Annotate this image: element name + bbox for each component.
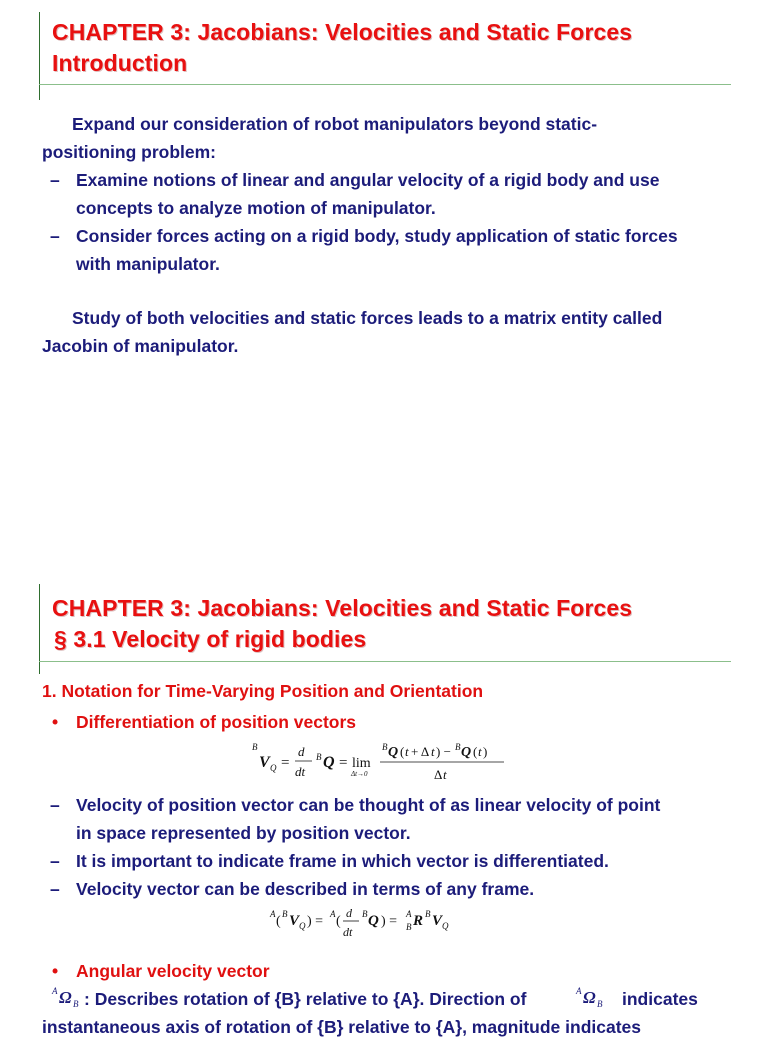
svg-text:d: d	[298, 744, 305, 759]
omega-description-line2: instantaneous axis of rotation of {B} relative to {A}, magnitude indicates	[42, 1017, 641, 1037]
svg-text:Q: Q	[388, 745, 399, 760]
omega-symbol	[574, 984, 610, 1012]
svg-text:t: t	[443, 767, 447, 782]
svg-text:Q: Q	[323, 754, 335, 771]
bullet-velocity-line1: Examine notions of linear and angular velocity of a rigid body and use	[76, 170, 660, 190]
svg-text:R: R	[413, 913, 424, 929]
svg-text:dt: dt	[343, 925, 353, 939]
svg-text:B: B	[597, 999, 603, 1009]
svg-text:(: (	[473, 744, 478, 759]
svg-text:lim: lim	[352, 756, 371, 771]
bullet-forces-line1: Consider forces acting on a rigid body, study application of static forces	[76, 226, 678, 246]
velocity-item-line2: in space represented by position vector.	[76, 823, 411, 843]
bullet-differentiation: Differentiation of position vectors	[76, 712, 357, 732]
svg-text:A: A	[406, 909, 412, 919]
svg-text:A: A	[270, 909, 276, 919]
svg-text:Δt→0: Δt→0	[351, 770, 368, 778]
svg-text:A: A	[576, 986, 582, 996]
bullet-forces-line2: with manipulator.	[76, 254, 220, 274]
slide-title-line2: § 3.1 Velocity of rigid bodies	[54, 626, 367, 652]
frame-transform-equation	[264, 905, 484, 953]
omega-symbol	[50, 984, 86, 1012]
bullet-dot: •	[52, 961, 59, 981]
svg-text:(: (	[336, 914, 341, 929]
svg-text:Q: Q	[442, 921, 449, 931]
svg-text:B: B	[455, 742, 461, 752]
bullet-angular-velocity: Angular velocity vector	[76, 961, 270, 981]
svg-text:) =: ) =	[381, 914, 398, 929]
svg-text:t: t	[405, 744, 409, 759]
svg-text:B: B	[382, 742, 388, 752]
svg-text:+ Δ: + Δ	[411, 744, 430, 759]
svg-text:Q: Q	[299, 921, 306, 931]
svg-text:): )	[483, 744, 488, 759]
omega-indicates: indicates	[622, 989, 698, 1009]
svg-text:V: V	[289, 913, 300, 929]
svg-text:B: B	[406, 922, 412, 932]
jacobian-paragraph-line1: Study of both velocities and static forces leads to a matrix entity called	[72, 308, 663, 328]
section-heading: 1. Notation for Time-Varying Position and Orientation	[42, 681, 484, 701]
slide-velocity-rigid-bodies	[0, 580, 768, 1037]
slide-title-line1: CHAPTER 3: Jacobians: Velocities and Static Forces	[52, 595, 633, 621]
svg-text:B: B	[425, 909, 431, 919]
title-underline	[39, 84, 731, 85]
svg-text:Ω: Ω	[59, 988, 72, 1007]
any-frame-item: Velocity vector can be described in terms of any frame.	[76, 879, 535, 899]
svg-text:d: d	[346, 906, 352, 920]
svg-text:V: V	[432, 913, 443, 929]
jacobian-paragraph-line2: Jacobin of manipulator.	[42, 336, 239, 356]
svg-text:t: t	[431, 744, 435, 759]
svg-text:=: =	[339, 755, 348, 771]
svg-text:=: =	[281, 755, 290, 771]
svg-text:(: (	[276, 914, 281, 929]
svg-text:(: (	[400, 744, 405, 759]
svg-text:Q: Q	[461, 745, 472, 760]
svg-text:B: B	[282, 909, 288, 919]
velocity-item-line1: Velocity of position vector can be thought of as linear velocity of point	[76, 795, 661, 815]
frame-item: It is important to indicate frame in which vector is differentiated.	[76, 851, 609, 871]
svg-text:B: B	[316, 752, 322, 762]
svg-text:Q: Q	[270, 763, 277, 773]
svg-text:Δ: Δ	[434, 767, 443, 782]
svg-text:A: A	[330, 909, 336, 919]
svg-text:t: t	[478, 744, 482, 759]
svg-text:Ω: Ω	[583, 988, 596, 1007]
title-underline	[39, 661, 731, 662]
item-dash: –	[50, 851, 60, 871]
slide-title-line2: Introduction	[52, 50, 188, 76]
slide-left-rule	[39, 12, 40, 100]
svg-text:A: A	[52, 986, 58, 996]
svg-text:B: B	[252, 742, 258, 752]
svg-text:B: B	[362, 909, 368, 919]
bullet-dash: –	[50, 170, 60, 190]
velocity-definition-equation	[240, 738, 520, 790]
bullet-velocity-line2: concepts to analyze motion of manipulator.	[76, 198, 436, 218]
bullet-dot: •	[52, 712, 59, 732]
svg-text:Q: Q	[368, 913, 379, 929]
item-dash: –	[50, 879, 60, 899]
svg-text:V: V	[259, 754, 270, 771]
svg-text:B: B	[73, 999, 79, 1009]
svg-text:) =: ) =	[307, 914, 324, 929]
svg-text:dt: dt	[295, 764, 306, 779]
intro-paragraph-line1: Expand our consideration of robot manipulators beyond static-	[72, 114, 598, 134]
omega-description: : Describes rotation of {B} relative to {A}. Direction of	[84, 989, 527, 1009]
intro-paragraph-line2: positioning problem:	[42, 142, 217, 162]
bullet-dash: –	[50, 226, 60, 246]
slide-title-line1: CHAPTER 3: Jacobians: Velocities and Static Forces	[52, 19, 633, 45]
item-dash: –	[50, 795, 60, 815]
svg-text:) −: ) −	[436, 744, 451, 759]
